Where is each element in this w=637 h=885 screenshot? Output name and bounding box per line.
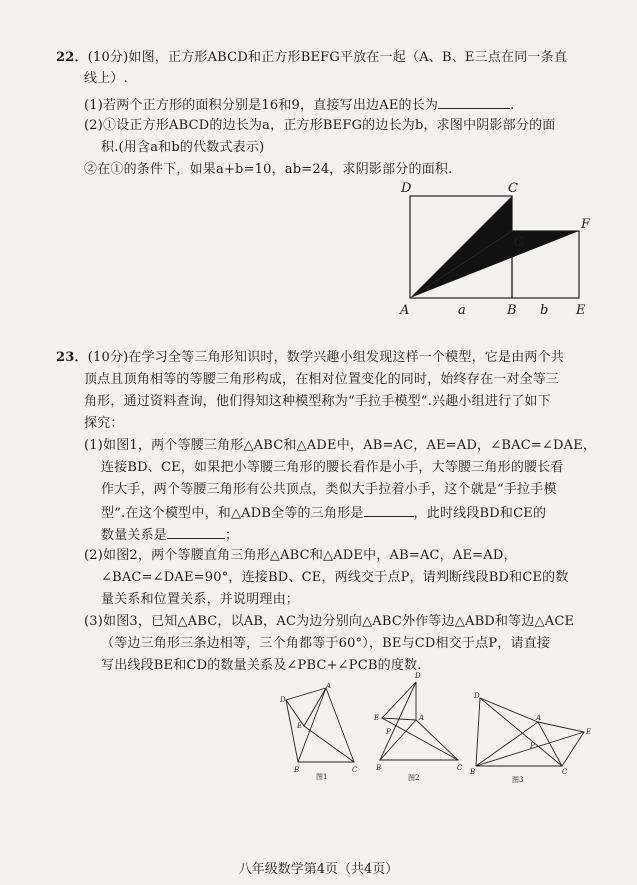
part-2-text: 量关系和位置关系，并说明理由；: [101, 592, 300, 607]
label-c: C: [562, 768, 568, 776]
label-a: A: [419, 714, 425, 722]
label-side-a: a: [458, 303, 466, 318]
part-1-text: 型”.在这个模型中，和△ADB全等的三角形是: [101, 506, 364, 521]
label-side-b: b: [540, 303, 549, 318]
label-f: F: [581, 217, 591, 232]
part-1-text: (1)若两个正方形的面积分别是16和9，直接写出边AE的长为: [84, 98, 439, 113]
part-2-text: 积.(用含a和b的代数式表示): [101, 140, 265, 155]
part-1-text: 连接BD、CE，如果把小等腰三角形的腰长看作是小手，大等腰三角形的腰长看: [101, 460, 564, 475]
figure-caption: 图3: [512, 776, 524, 784]
part-1-text: 数量关系是: [101, 528, 168, 543]
figure-3: [468, 688, 603, 788]
segment-cd: [480, 698, 562, 766]
label-e: E: [374, 714, 380, 722]
part-3-text: (3)如图3，已知△ABC，以AB，AC为边分别向△ABC外作等边△ABD和等边△ACE: [84, 614, 575, 629]
page-footer: 八年级数学第4页（共4页）: [238, 862, 399, 877]
part-2-text: ∠BAC=∠DAE=90°，连接BD、CE，两线交于点P，请判断线段BD和CE的数: [101, 570, 569, 585]
question-text: (10分)在学习全等三角形知识时，数学兴趣小组发现这样一个模型，它是由两个共: [87, 350, 564, 365]
question-text: (10分)如图，正方形ABCD和正方形BEFG平放在一起（A、B、E三点在同一条直: [87, 50, 568, 65]
question-text: 探究：: [84, 416, 124, 431]
part-1-text: (1)如图1，两个等腰三角形△ABC和△ADE中，AB=AC，AE=AD，∠BAC=∠DAE，: [84, 438, 597, 453]
label-d: D: [401, 181, 412, 196]
label-b: B: [507, 303, 517, 318]
part-3-text: （等边三角形三条边相等，三个角都等于60°），BE与CD相交于点P，请直接: [101, 636, 551, 651]
part-1-text: ，此时线段BD和CE的: [413, 506, 547, 521]
label-b: B: [376, 764, 382, 772]
segment-ce: [304, 726, 354, 762]
label-e: E: [297, 722, 303, 730]
question-text: 角形，通过资料查询，他们得知这种模型称为“手拉手模型”.兴趣小组进行了如下: [84, 394, 551, 409]
question-number: 22．: [56, 50, 88, 65]
part-2-text: (2)①设正方形ABCD的边长为a，正方形BEFG的边长为b，求图中阴影部分的面: [84, 118, 556, 133]
segment-bd: [380, 682, 416, 760]
triangle-ade: [286, 688, 326, 726]
question-text: 线上）.: [84, 71, 128, 86]
figure-caption: 图1: [316, 773, 328, 781]
triangle-ade: [382, 682, 416, 720]
part-2-text: (2)如图2，两个等腰直角三角形△ABC和△ADE中，AB=AC，AE=AD，: [84, 548, 517, 563]
figure-1: [278, 680, 368, 782]
part-3-text: 写出线段BE和CD的数量关系及∠PBC+∠PCB的度数.: [101, 658, 422, 673]
triangle-abc: [476, 722, 562, 766]
figure-2: [368, 668, 468, 782]
label-a: A: [536, 714, 542, 722]
squares-figure: [380, 176, 610, 321]
label-d: D: [474, 692, 480, 700]
triangle-abc: [298, 688, 354, 762]
answer-blank[interactable]: [364, 504, 414, 517]
label-c: C: [457, 764, 463, 772]
label-c: C: [508, 181, 518, 196]
punctuation: .: [510, 98, 515, 113]
question-number: 23．: [56, 350, 88, 365]
label-e: E: [586, 728, 592, 736]
label-d: D: [415, 672, 421, 680]
question-text: 顶点且顶角相等的等腰三角形构成，在相对位置变化的同时，始终存在一对全等三: [84, 372, 560, 387]
label-b: B: [470, 768, 476, 776]
label-b: B: [294, 766, 300, 774]
part-1-text: 作大手，两个等腰三角形有公共顶点，类似大手拉着小手，这个就是“手拉手模: [101, 482, 557, 497]
punctuation: ；: [225, 528, 239, 543]
answer-blank[interactable]: [167, 526, 225, 539]
label-a: A: [400, 303, 410, 318]
label-d: D: [280, 696, 286, 704]
answer-blank[interactable]: [438, 96, 510, 109]
label-a: A: [326, 682, 332, 690]
figure-caption: 图2: [408, 774, 420, 782]
label-p: P: [386, 728, 391, 736]
part-2b-text: ②在①的条件下，如果a+b=10，ab=24，求阴影部分的面积.: [84, 162, 453, 177]
label-e: E: [576, 303, 586, 318]
label-g: G: [514, 235, 525, 250]
label-p: P: [530, 742, 535, 750]
label-c: C: [352, 766, 358, 774]
